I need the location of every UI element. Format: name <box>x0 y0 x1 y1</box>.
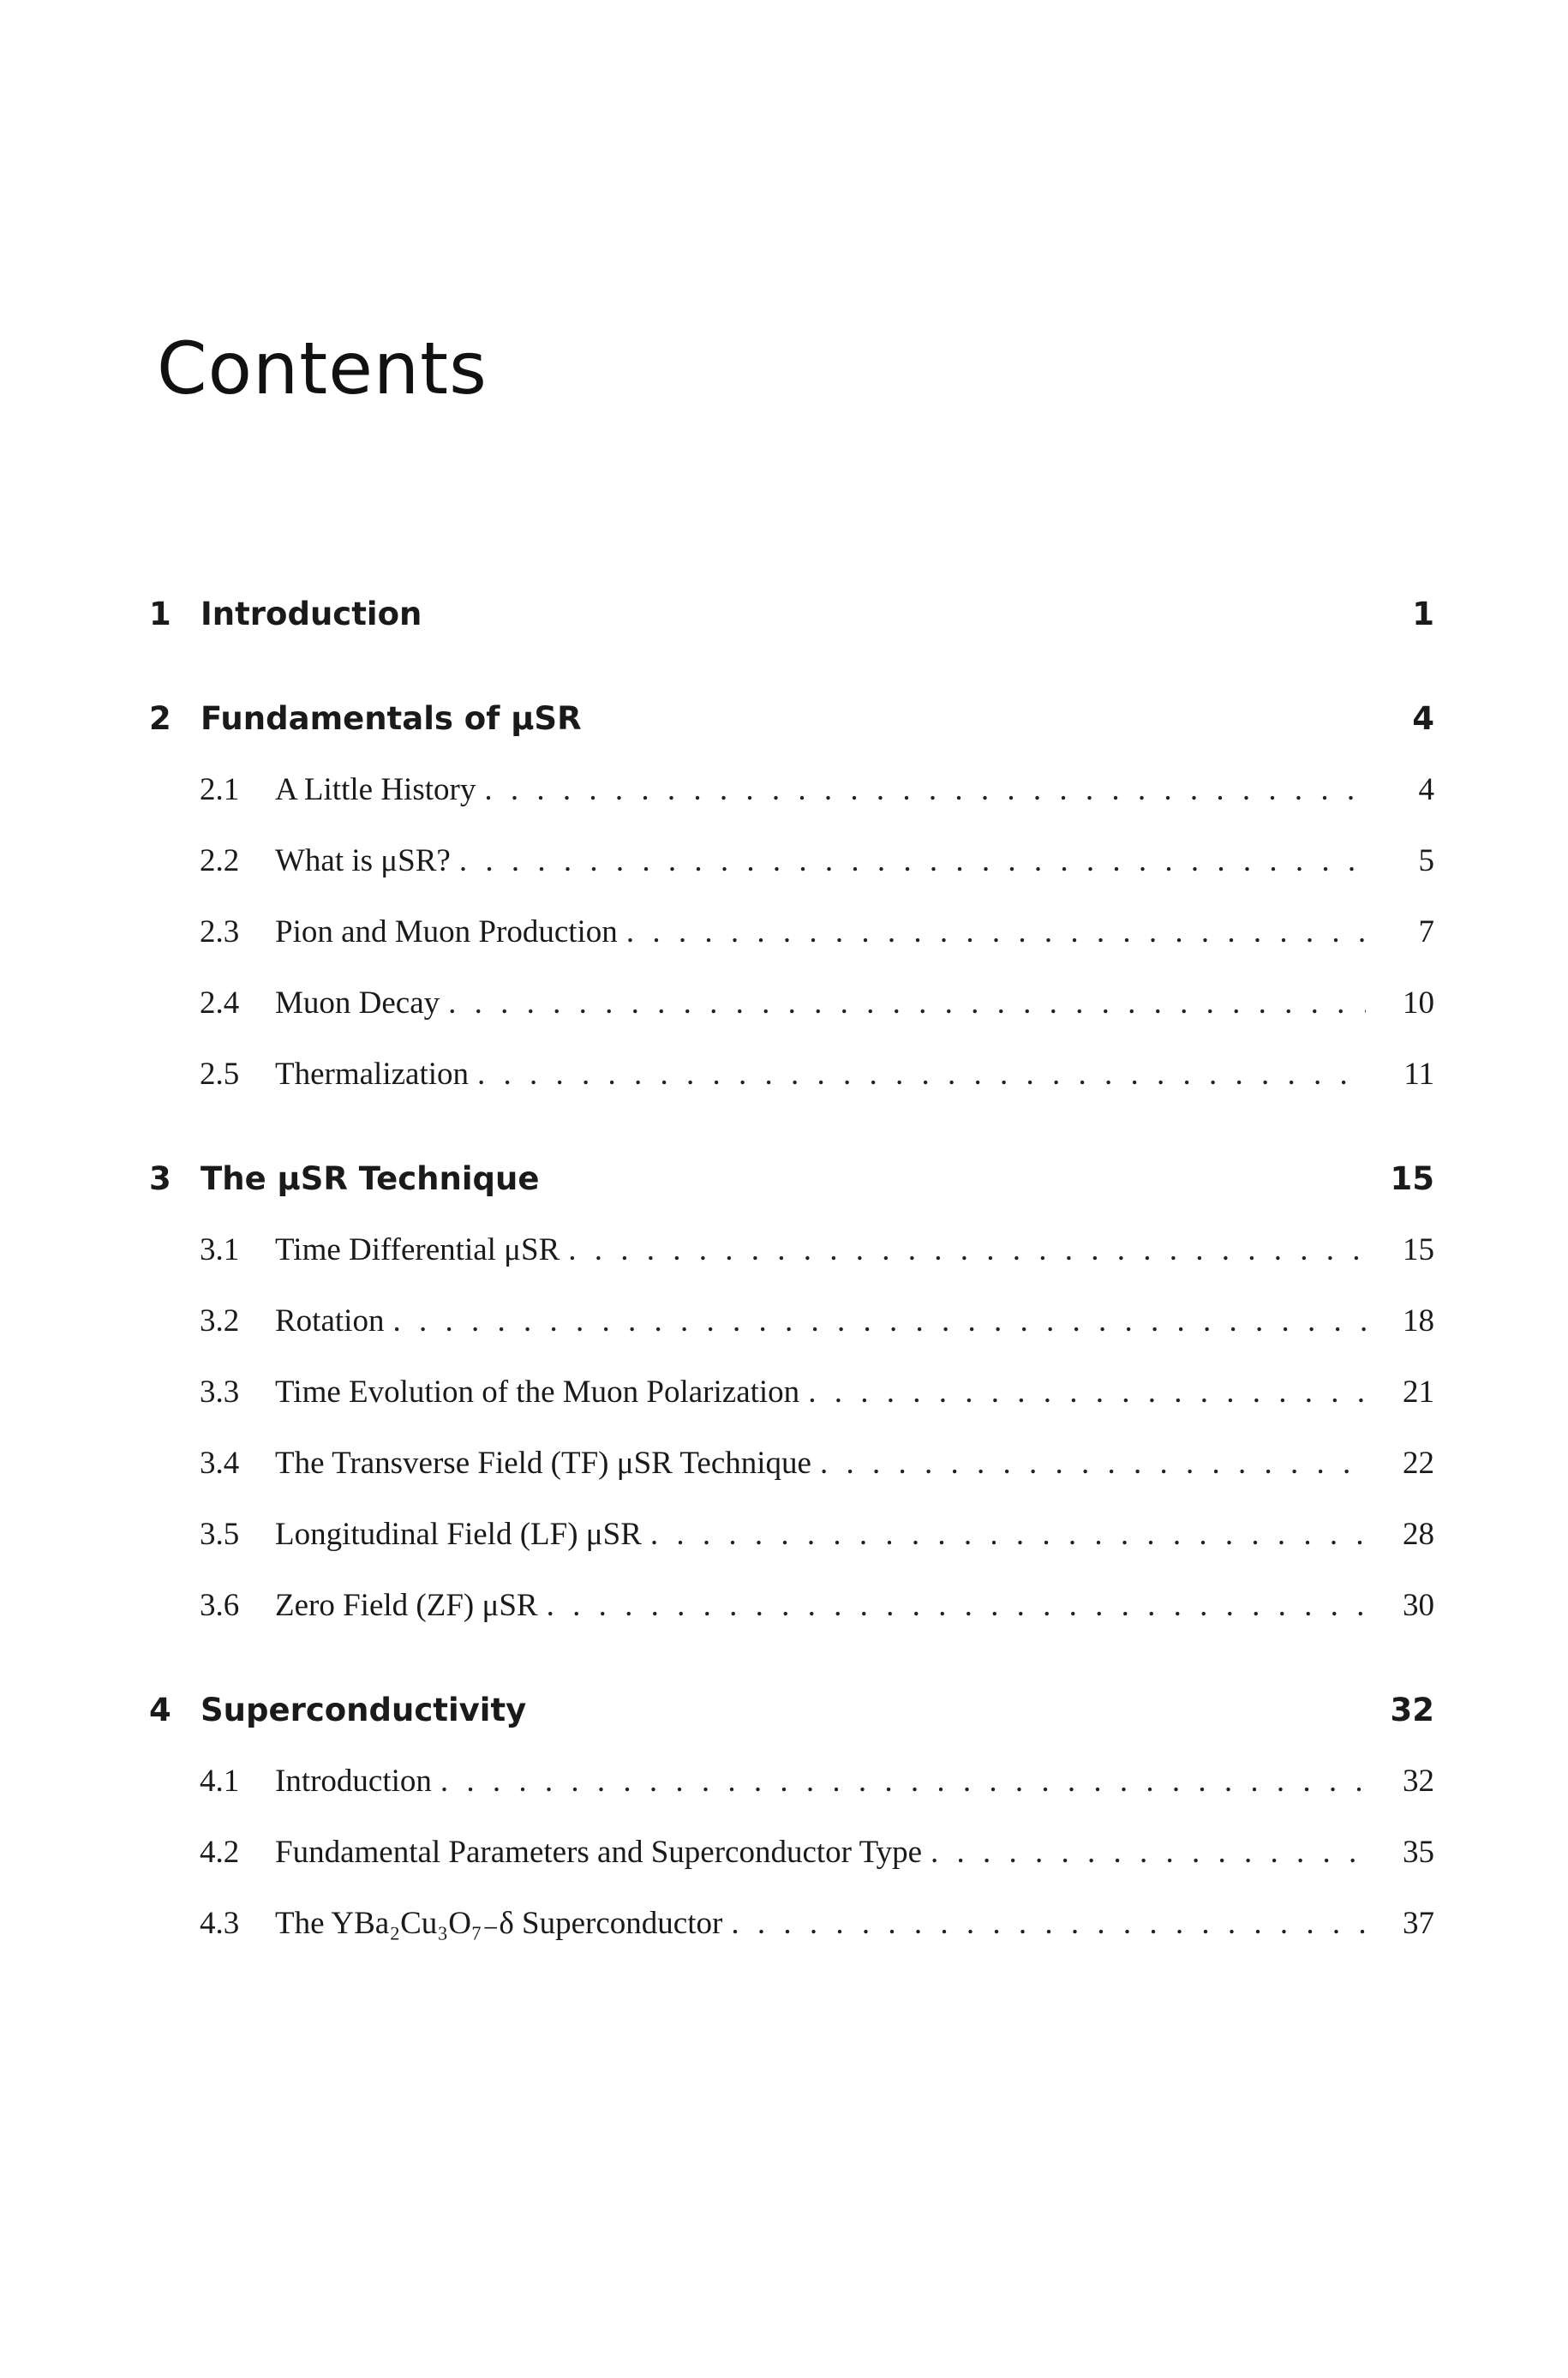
section-title: Pion and Muon Production <box>275 913 618 949</box>
section-page: 5 <box>1418 842 1434 878</box>
chapter-page: 4 <box>1412 699 1434 737</box>
toc-section-4-1[interactable] <box>200 1757 1434 1805</box>
toc-section-3-1[interactable] <box>200 1225 1434 1273</box>
toc-section-2-2[interactable] <box>200 836 1434 884</box>
toc-section-3-5[interactable] <box>200 1510 1434 1558</box>
dot-leader <box>459 842 1366 879</box>
toc-section-2-3[interactable] <box>200 907 1434 955</box>
dot-leader <box>484 771 1366 808</box>
dot-leader <box>448 985 1366 1021</box>
section-title: Muon Decay <box>275 985 440 1021</box>
dot-leader <box>650 1516 1366 1553</box>
toc-section-2-1[interactable] <box>200 765 1434 813</box>
toc-chapter-2[interactable] <box>149 694 1434 742</box>
page-title: Contents <box>157 326 488 410</box>
section-title: Time Differential μSR <box>275 1231 560 1267</box>
section-title: The Transverse Field (TF) μSR Technique <box>275 1445 811 1481</box>
toc-section-3-2[interactable] <box>200 1297 1434 1345</box>
section-page: 30 <box>1403 1587 1434 1623</box>
section-number: 4.1 <box>200 1763 240 1799</box>
section-title: Longitudinal Field (LF) μSR <box>275 1516 642 1552</box>
dot-leader <box>808 1374 1366 1411</box>
chapter-page: 1 <box>1412 595 1434 632</box>
chapter-page: 32 <box>1390 1691 1434 1728</box>
section-title: Rotation <box>275 1303 385 1339</box>
chapter-number: 1 <box>149 595 171 632</box>
section-number: 4.2 <box>200 1834 240 1870</box>
section-page: 37 <box>1403 1905 1434 1941</box>
toc-section-3-4[interactable] <box>200 1439 1434 1487</box>
dot-leader <box>477 1056 1366 1093</box>
toc-chapter-1[interactable] <box>149 590 1434 638</box>
section-page: 32 <box>1403 1763 1434 1799</box>
dot-leader <box>568 1231 1366 1268</box>
chapter-title: Superconductivity <box>200 1691 527 1728</box>
section-page: 21 <box>1403 1374 1434 1410</box>
toc-section-2-4[interactable] <box>200 979 1434 1027</box>
section-number: 3.3 <box>200 1374 240 1410</box>
chapter-number: 2 <box>149 699 171 737</box>
section-number: 3.2 <box>200 1303 240 1339</box>
dot-leader <box>547 1587 1366 1624</box>
section-title: Introduction <box>275 1763 432 1799</box>
section-page: 4 <box>1418 771 1434 807</box>
section-page: 10 <box>1403 985 1434 1021</box>
chapter-page: 15 <box>1390 1159 1434 1197</box>
section-number: 4.3 <box>200 1905 240 1941</box>
dot-leader <box>440 1763 1366 1800</box>
section-title: What is μSR? <box>275 842 451 878</box>
toc-chapter-3[interactable] <box>149 1154 1434 1202</box>
section-page: 28 <box>1403 1516 1434 1552</box>
section-page: 15 <box>1403 1231 1434 1267</box>
section-title: Zero Field (ZF) μSR <box>275 1587 538 1623</box>
toc-section-2-5[interactable] <box>200 1050 1434 1098</box>
section-page: 7 <box>1418 913 1434 949</box>
dot-leader <box>820 1445 1366 1482</box>
chapter-number: 4 <box>149 1691 171 1728</box>
section-number: 3.1 <box>200 1231 240 1267</box>
section-page: 22 <box>1403 1445 1434 1481</box>
section-title: Thermalization <box>275 1056 470 1092</box>
section-title: Fundamental Parameters and Superconductor Type <box>275 1834 923 1870</box>
chapter-title: Fundamentals of μSR <box>200 699 582 737</box>
section-number: 3.5 <box>200 1516 240 1552</box>
chapter-title: The μSR Technique <box>200 1159 540 1197</box>
chapter-number: 3 <box>149 1159 171 1197</box>
section-title: The YBa₂Cu₃O₇₋δ Superconductor <box>275 1906 723 1941</box>
toc-section-3-6[interactable] <box>200 1581 1434 1629</box>
dot-leader <box>731 1905 1366 1942</box>
section-page: 18 <box>1403 1303 1434 1339</box>
toc-section-4-2[interactable] <box>200 1828 1434 1876</box>
toc-section-4-3[interactable] <box>200 1899 1434 1947</box>
chapter-title: Introduction <box>200 595 422 632</box>
section-number: 3.4 <box>200 1445 240 1481</box>
section-number: 2.1 <box>200 771 240 807</box>
dot-leader <box>626 913 1366 950</box>
section-number: 2.3 <box>200 913 240 949</box>
dot-leader <box>392 1303 1366 1339</box>
section-number: 2.2 <box>200 842 240 878</box>
section-title: Time Evolution of the Muon Polarization <box>275 1374 800 1410</box>
section-number: 2.5 <box>200 1056 240 1092</box>
section-number: 2.4 <box>200 985 240 1021</box>
toc-chapter-4[interactable] <box>149 1686 1434 1734</box>
section-page: 35 <box>1403 1834 1434 1870</box>
section-title: A Little History <box>275 771 476 807</box>
section-page: 11 <box>1403 1056 1434 1092</box>
toc-section-3-3[interactable] <box>200 1368 1434 1416</box>
dot-leader <box>931 1834 1366 1871</box>
section-number: 3.6 <box>200 1587 240 1623</box>
